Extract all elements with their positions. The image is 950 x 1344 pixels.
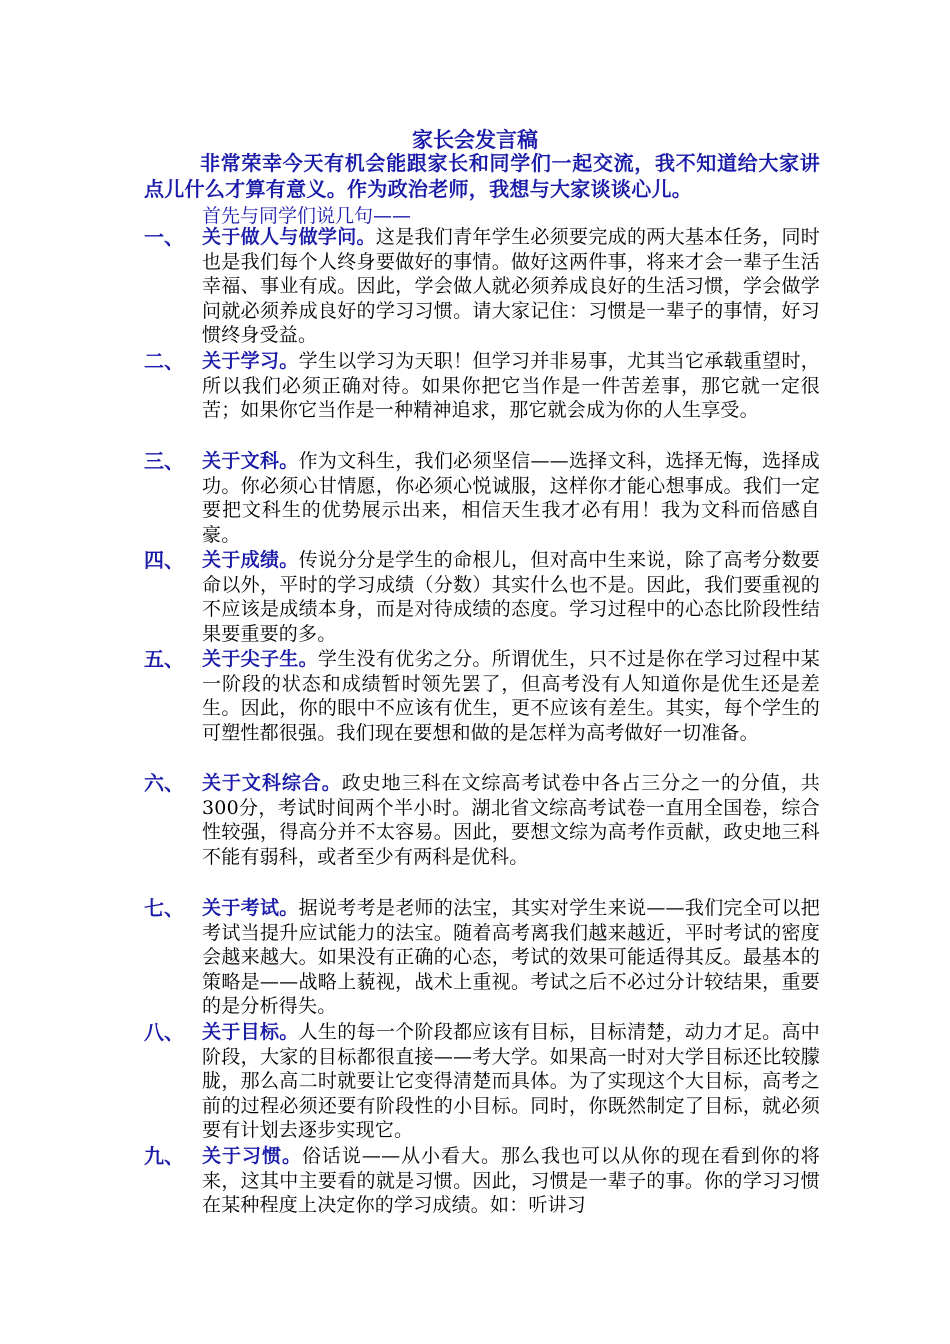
list-item <box>144 225 820 348</box>
item-number: 五、 <box>144 647 184 671</box>
item-body: 据说考考是老师的法宝，其实对学生来说——我们完全可以把考试当提升应试能力的法宝。随着高考离我们越来越近，平时考试的密度会越来越大。如果没有正确的心态，考试的效果可能适得其反。最基本的策略是——战略上藐视，战术上重视。考试之后不必过分计较结果，重要的是分析得失。 <box>202 897 820 1017</box>
item-body: 俗话说——从小看大。那么我也可以从你的现在看到你的将来，这其中主要看的就是习惯。因此，习惯是一辈子的事。你的学习习惯在某种程度上决定你的学习成绩。如：听讲习 <box>202 1145 820 1216</box>
lead-line: 首先与同学们说几句—— <box>202 205 412 227</box>
document-title: 家长会发言稿 <box>412 128 538 152</box>
item-heading: 关于文科。 <box>202 450 299 472</box>
item-number: 三、 <box>144 449 184 473</box>
item-heading: 关于文科综合。 <box>202 772 342 794</box>
item-number: 四、 <box>144 548 184 572</box>
list-item <box>144 548 820 646</box>
list-item <box>144 449 820 547</box>
item-number: 九、 <box>144 1144 184 1168</box>
item-heading: 关于做人与做学问。 <box>202 226 376 248</box>
item-text <box>202 225 820 348</box>
item-body: 人生的每一个阶段都应该有目标，目标清楚，动力才足。高中阶段，大家的目标都很直接——考大学。如果高一时对大学目标还比较朦胧，那么高二时就要让它变得清楚而具体。为了实现这个大目标，高考之前的过程必须还要有阶段性的小目标。同时，你既然制定了目标，就必须要有计划去逐步实现它。 <box>202 1021 820 1141</box>
item-text <box>202 1020 820 1143</box>
item-text <box>202 1144 820 1218</box>
list-item <box>144 1144 820 1218</box>
item-heading: 关于成绩。 <box>202 549 299 571</box>
item-heading: 关于目标。 <box>202 1021 299 1043</box>
item-text <box>202 647 820 745</box>
list-item <box>144 896 820 1019</box>
item-body: 政史地三科在文综高考试卷中各占三分之一的分值，共300分，考试时间两个半小时。湖北省文综高考试卷一直用全国卷，综合性较强，得高分并不太容易。因此，要想文综为高考作贡献，政史地三科不能有弱科，或者至少有两科是优科。 <box>202 772 820 868</box>
item-text <box>202 449 820 547</box>
list-item <box>144 349 820 423</box>
item-text <box>202 896 820 1019</box>
item-number: 八、 <box>144 1020 184 1044</box>
item-text <box>202 548 820 646</box>
item-body: 传说分分是学生的命根儿，但对高中生来说，除了高考分数要命以外，平时的学习成绩（分数）其实什么也不是。因此，我们要重视的不应该是成绩本身，而是对待成绩的态度。学习过程中的心态比阶段性结果要重要的多。 <box>202 549 820 645</box>
item-heading: 关于尖子生。 <box>202 648 318 670</box>
item-body: 学生没有优劣之分。所谓优生，只不过是你在学习过程中某一阶段的状态和成绩暂时领先罢了，但高考没有人知道你是优生还是差生。因此，你的眼中不应该有优生，更不应该有差生。其实，每个学生的可塑性都很强。我们现在要想和做的是怎样为高考做好一切准备。 <box>202 648 821 744</box>
item-body: 学生以学习为天职！但学习并非易事，尤其当它承载重望时，所以我们必须正确对待。如果你把它当作是一件苦差事，那它就一定很苦；如果你它当作是一种精神追求，那它就会成为你的人生享受。 <box>202 350 820 421</box>
list-item <box>144 1020 820 1143</box>
item-text <box>202 349 820 423</box>
item-body: 作为文科生，我们必须坚信——选择文科，选择无悔，选择成功。你必须心甘情愿，你必须心悦诚服，这样你才能心想事成。我们一定要把文科生的优势展示出来，相信天生我才必有用！我为文科而倍感自豪。 <box>202 450 820 546</box>
item-heading: 关于学习。 <box>202 350 299 372</box>
item-body: 这是我们青年学生必须要完成的两大基本任务，同时也是我们每个人终身要做好的事情。做好这两件事，将来才会一辈子生活幸福、事业有成。因此，学会做人就必须养成良好的生活习惯，学会做学问就必须养成良好的学习习惯。请大家记住：习惯是一辈子的事情，好习惯终身受益。 <box>202 226 820 346</box>
list-item <box>144 647 820 745</box>
list-item <box>144 771 820 869</box>
item-heading: 关于习惯。 <box>202 1145 302 1167</box>
item-number: 六、 <box>144 771 184 795</box>
item-heading: 关于考试。 <box>202 897 299 919</box>
intro-paragraph: 非常荣幸今天有机会能跟家长和同学们一起交流，我不知道给大家讲点儿什么才算有意义。作为政治老师，我想与大家谈谈心儿。 <box>144 151 820 201</box>
item-text <box>202 771 820 869</box>
item-number: 二、 <box>144 349 184 373</box>
item-number: 七、 <box>144 896 184 920</box>
item-number: 一、 <box>144 225 184 249</box>
